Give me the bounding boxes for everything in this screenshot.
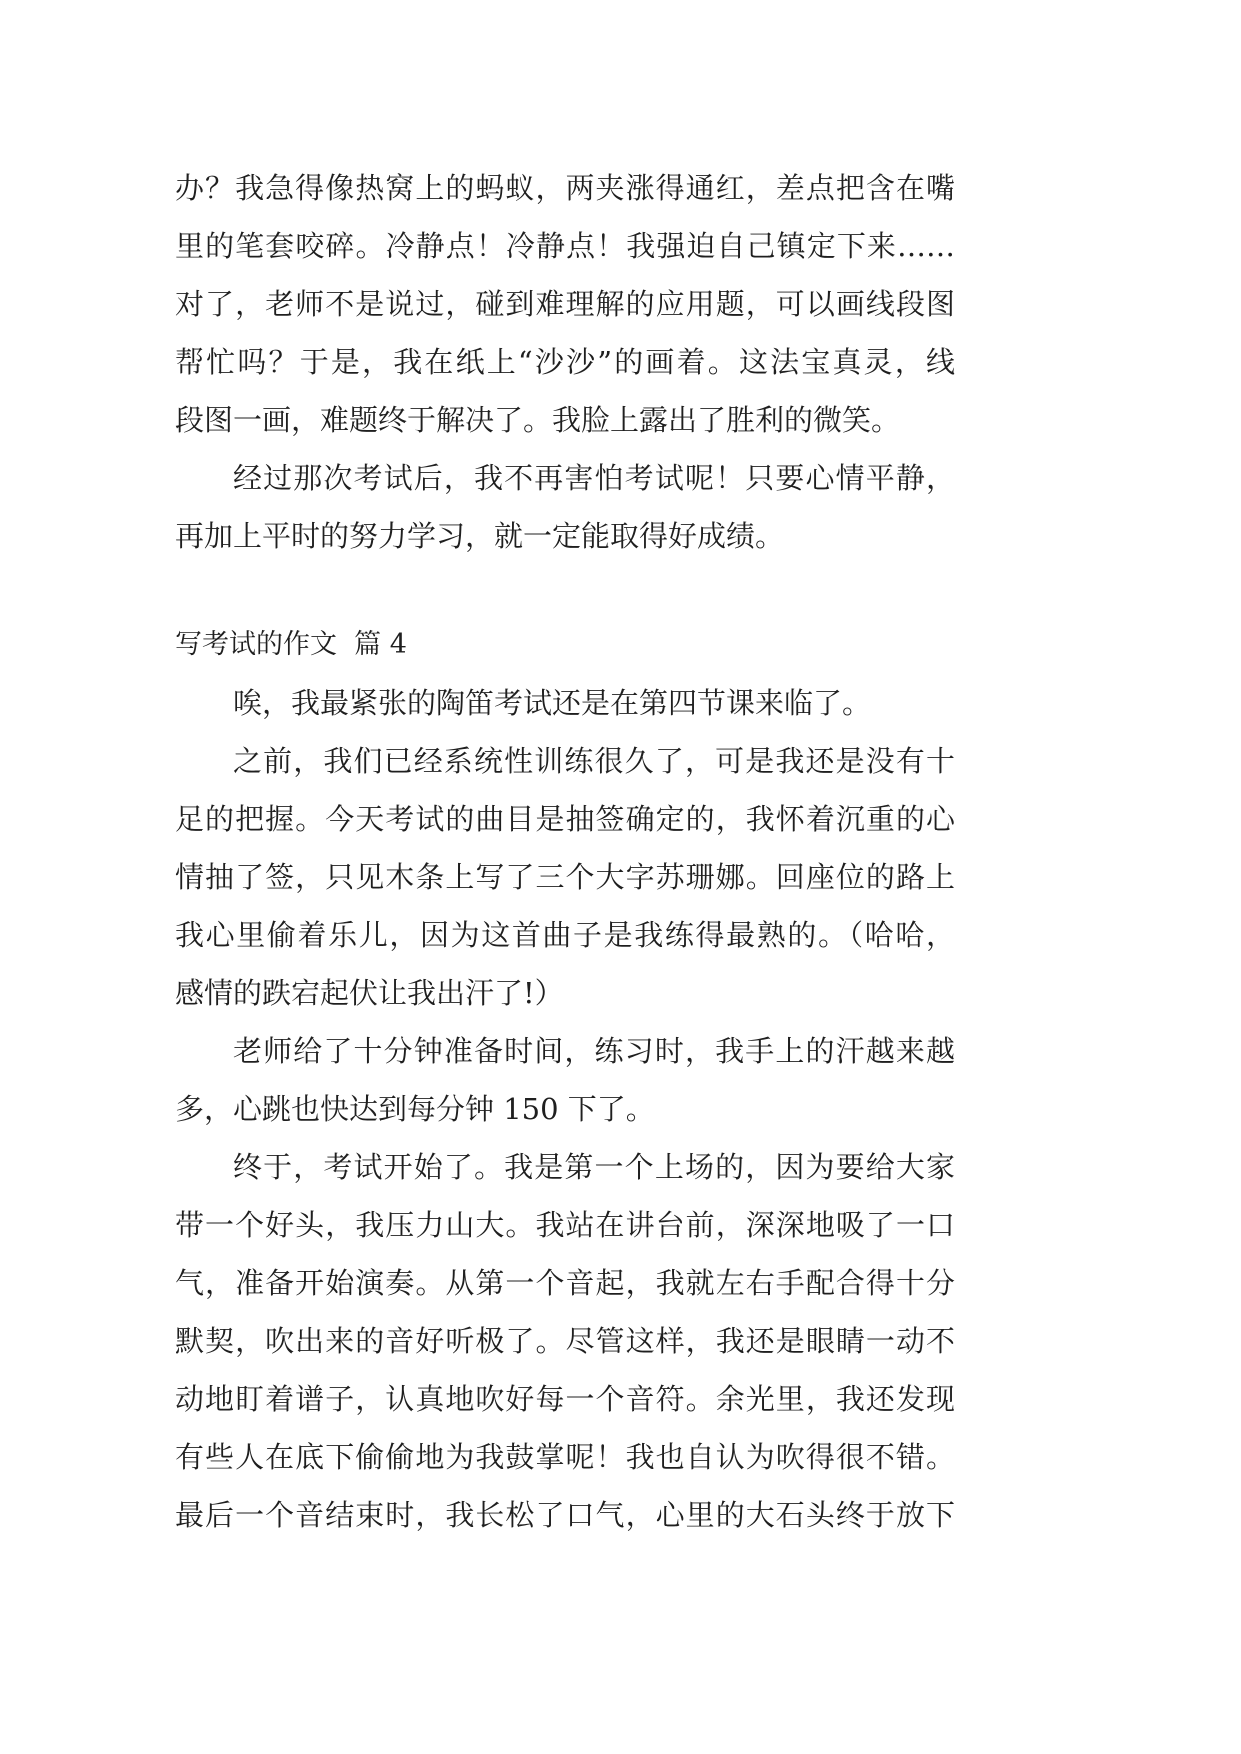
text-line: 默契，吹出来的音好听极了。尽管这样，我还是眼睛一动不 — [175, 1324, 955, 1358]
text-line: 再加上平时的努力学习，就一定能取得好成绩。 — [175, 519, 785, 553]
text-line: 对了，老师不是说过，碰到难理解的应用题，可以画线段图 — [175, 287, 955, 321]
paragraph — [175, 674, 955, 732]
text-line: 段图一画，难题终于解决了。我脸上露出了胜利的微笑。 — [175, 403, 901, 437]
text-line: 之前，我们已经系统性训练很久了，可是我还是没有十 — [233, 744, 955, 778]
text-line: 最后一个音结束时，我长松了口气，心里的大石头终于放下 — [175, 1498, 955, 1532]
paragraph — [175, 1138, 955, 1544]
text-line: 多，心跳也快达到每分钟 150 下了。 — [175, 1092, 655, 1126]
text-line: 足的把握。今天考试的曲目是抽签确定的，我怀着沉重的心 — [175, 802, 955, 836]
text-line: 办？我急得像热窝上的蚂蚁，两夹涨得通红，差点把含在嘴 — [175, 171, 955, 205]
text-line: 里的笔套咬碎。冷静点！冷静点！我强迫自己镇定下来…… — [175, 229, 955, 263]
text-line: 有些人在底下偷偷地为我鼓掌呢！我也自认为吹得很不错。 — [175, 1440, 955, 1474]
text-line: 经过那次考试后，我不再害怕考试呢！只要心情平静， — [233, 461, 955, 495]
text-line: 情抽了签，只见木条上写了三个大字苏珊娜。回座位的路上 — [175, 860, 955, 894]
section-heading: 写考试的作文 篇 4 — [175, 629, 407, 660]
text-line: 帮忙吗？于是，我在纸上“沙沙”的画着。这法宝真灵，线 — [175, 345, 955, 379]
text-line: 感情的跌宕起伏让我出汗了!） — [175, 976, 564, 1010]
text-line: 带一个好头，我压力山大。我站在讲台前，深深地吸了一口 — [175, 1208, 955, 1242]
text-line: 我心里偷着乐儿，因为这首曲子是我练得最熟的。（哈哈， — [175, 918, 955, 952]
document-page — [175, 159, 955, 1544]
text-line: 唉，我最紧张的陶笛考试还是在第四节课来临了。 — [233, 686, 872, 720]
text-line: 终于，考试开始了。我是第一个上场的，因为要给大家 — [233, 1150, 955, 1184]
paragraph — [175, 732, 955, 1022]
text-line: 动地盯着谱子，认真地吹好每一个音符。余光里，我还发现 — [175, 1382, 955, 1416]
text-line: 气，准备开始演奏。从第一个音起，我就左右手配合得十分 — [175, 1266, 955, 1300]
text-line: 老师给了十分钟准备时间，练习时，我手上的汗越来越 — [233, 1034, 955, 1068]
paragraph — [175, 449, 955, 565]
paragraph — [175, 1022, 955, 1138]
paragraph — [175, 159, 955, 449]
